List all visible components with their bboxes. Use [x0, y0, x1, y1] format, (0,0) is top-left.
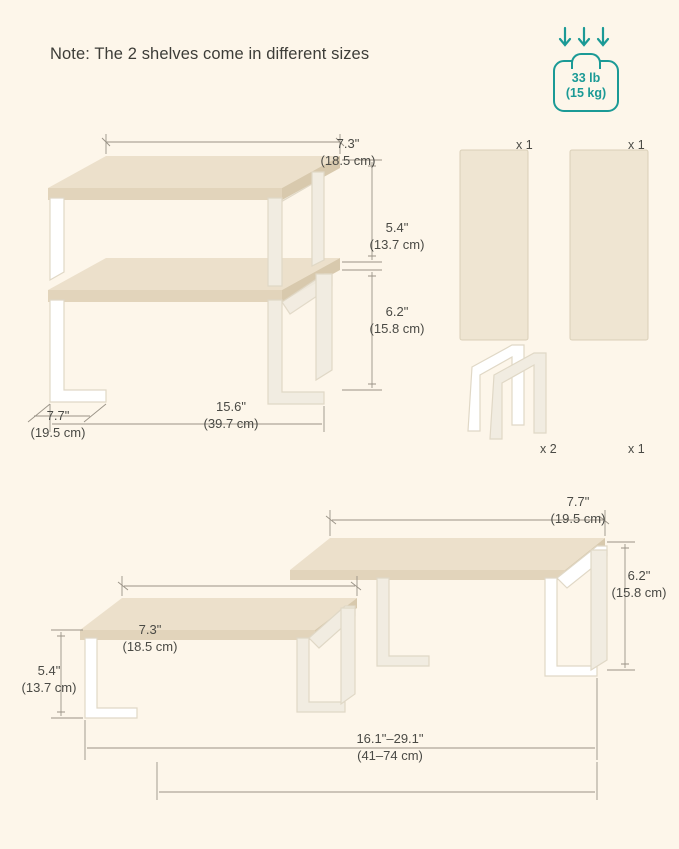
weight-capacity-imperial: 33 lb — [571, 71, 601, 85]
qty-panel-large: x 1 — [628, 138, 645, 152]
dim-top-depth: 7.3" (18.5 cm) — [320, 136, 376, 168]
weight-capacity-badge — [553, 60, 619, 112]
dim-lower-height: 6.2" (15.8 cm) — [369, 304, 425, 336]
dim-front-height: 5.4" (13.7 cm) — [21, 663, 77, 695]
qty-panel-small: x 1 — [516, 138, 533, 152]
load-arrows — [553, 26, 615, 54]
qty-leg-frame-single: x 1 — [628, 442, 645, 456]
note-text: Note: The 2 shelves come in different sizes — [50, 45, 370, 63]
qty-leg-frame-pair: x 2 — [540, 442, 557, 456]
panel-large — [570, 150, 648, 340]
dim-front-depth: 7.3" (18.5 cm) — [122, 622, 178, 654]
dim-rear-depth: 7.7" (19.5 cm) — [550, 494, 606, 526]
dim-upper-height: 5.4" (13.7 cm) — [369, 220, 425, 252]
parts-illustration — [450, 135, 679, 455]
panel-small — [460, 150, 528, 340]
dim-rear-height: 6.2" (15.8 cm) — [611, 568, 667, 600]
weight-capacity-metric: (15 kg) — [565, 86, 607, 100]
dim-total-width: 15.6" (39.7 cm) — [203, 399, 259, 431]
basket-handle-icon — [571, 53, 601, 69]
dim-extendable-width: 16.1"–29.1" (41–74 cm) — [356, 731, 424, 763]
leg-frame-pair — [468, 345, 546, 439]
dim-bottom-depth: 7.7" (19.5 cm) — [30, 408, 86, 440]
